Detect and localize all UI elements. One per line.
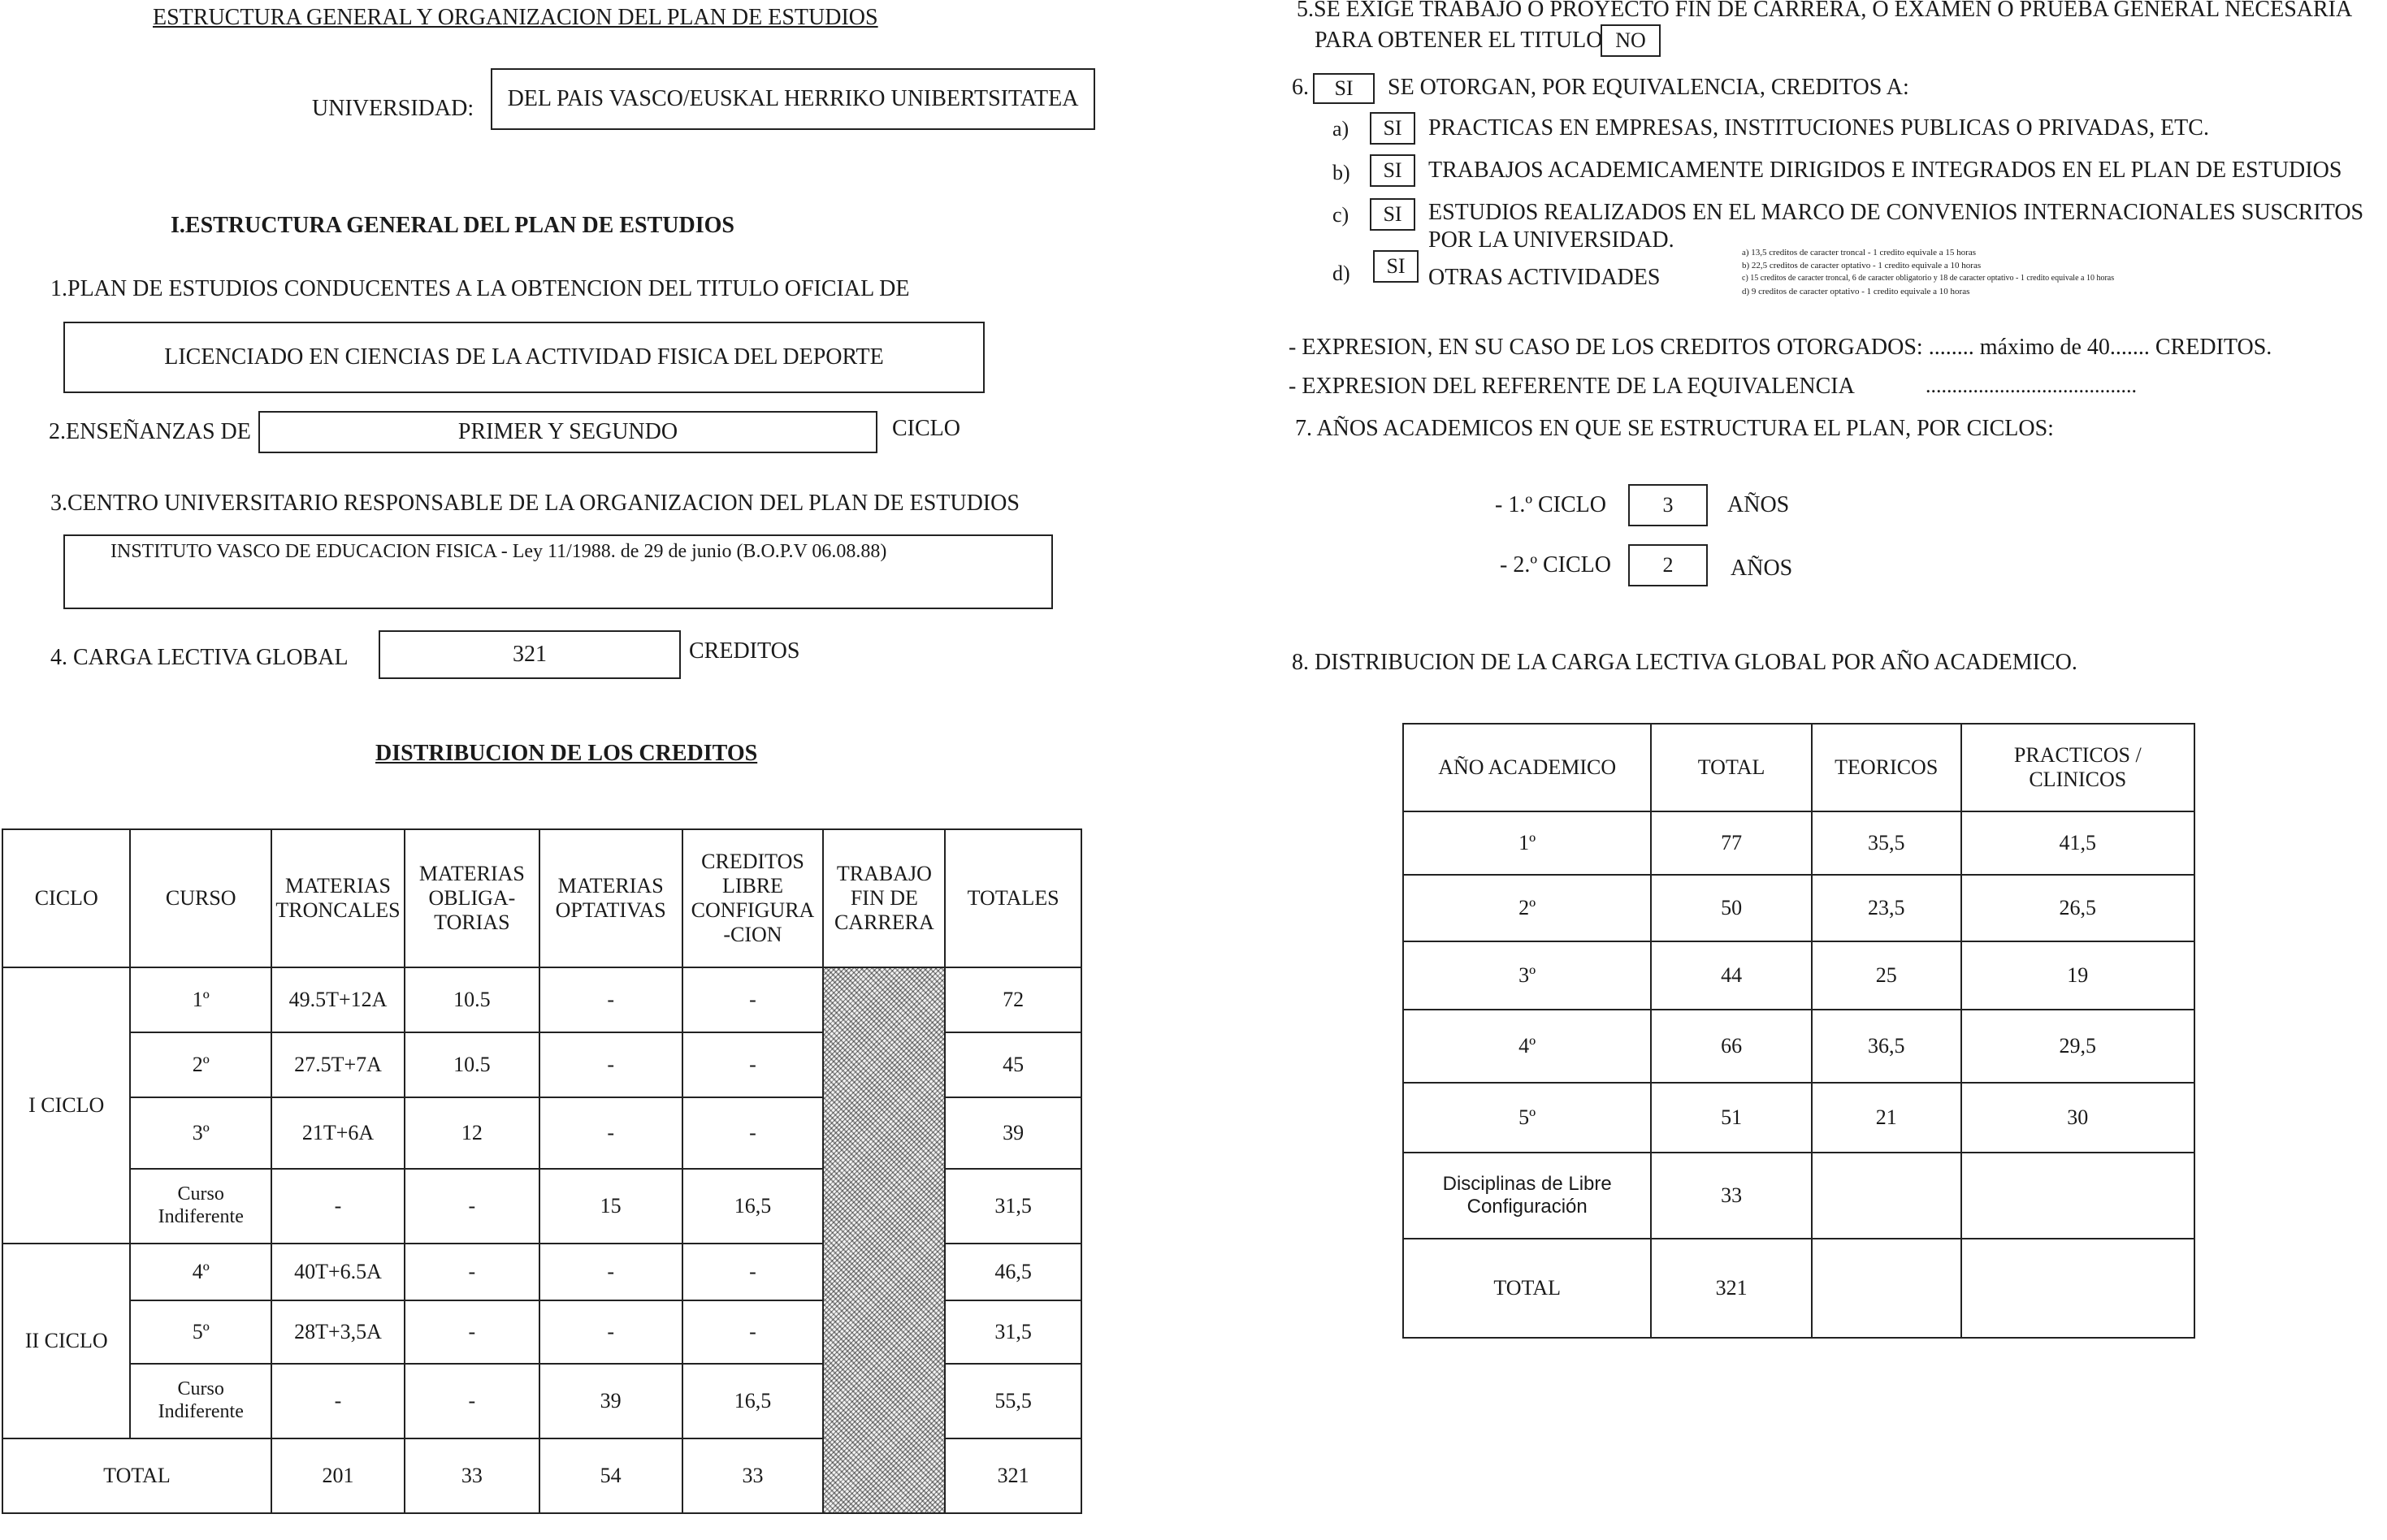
optativas-cell: - (539, 1244, 682, 1300)
distribution-heading: DISTRIBUCION DE LOS CREDITOS (375, 741, 758, 766)
header-libre: CREDITOS LIBRE CONFIGURA -CION (682, 829, 824, 967)
troncales-total-cell: 201 (271, 1438, 405, 1513)
teoricos-total-cell (1812, 1239, 1961, 1338)
obligatorias-cell: 10.5 (405, 1032, 539, 1097)
item-5-line-2: PARA OBTENER EL TITULO (1315, 28, 1603, 53)
optativas-cell: 15 (539, 1169, 682, 1244)
ensenanzas-field (258, 411, 877, 453)
table-row (2, 967, 1081, 1032)
expresion-creditos: - EXPRESION, EN SU CASO DE LOS CREDITOS OTORGADOS: ........ máximo de 40....... CREDITOS. (1289, 335, 2272, 360)
equivalence-note-d: d) 9 creditos de caracter optativo - 1 credito equivale a 10 horas (1742, 287, 1970, 296)
item-2-label: 2.ENSEÑANZAS DE (49, 419, 251, 444)
section-1-heading: I.ESTRUCTURA GENERAL DEL PLAN DE ESTUDIOS (171, 213, 734, 238)
item-6d-letter: d) (1332, 262, 1350, 285)
libre-cell: - (682, 1300, 824, 1364)
ciclo-1-years-value: 3 (1662, 493, 1674, 517)
teoricos-cell (1812, 1153, 1961, 1239)
teoricos-cell: 21 (1812, 1083, 1961, 1153)
table-header-row (1403, 724, 2194, 811)
centro-field (63, 534, 1053, 609)
curso-cell: Curso Indiferente (130, 1169, 271, 1244)
troncales-cell: 21T+6A (271, 1097, 405, 1169)
total-cell: 45 (945, 1032, 1081, 1097)
grand-total-cell: 321 (1651, 1239, 1812, 1338)
practicos-cell: 30 (1961, 1083, 2194, 1153)
header-totales: TOTALES (945, 829, 1081, 967)
total-cell: 50 (1651, 875, 1812, 941)
expresion-referente-dots: ........................................ (1926, 374, 2137, 397)
ciclo-2-years-box (1628, 544, 1708, 586)
total-cell: 72 (945, 967, 1081, 1032)
universidad-value: DEL PAIS VASCO/EUSKAL HERRIKO UNIBERTSITATEA (507, 86, 1079, 111)
titulo-value: LICENCIADO EN CIENCIAS DE LA ACTIVIDAD FISICA DEL DEPORTE (164, 344, 884, 370)
anio-cell: 4º (1403, 1010, 1651, 1083)
item-6d-value: SI (1386, 254, 1406, 278)
curso-cell: 1º (130, 967, 271, 1032)
equivalence-note-a: a) 13,5 creditos de caracter troncal - 1 credito equivale a 15 horas (1742, 248, 1977, 257)
obligatorias-cell: - (405, 1364, 539, 1438)
item-6a-box (1370, 112, 1415, 145)
ciclo-1-cell: I CICLO (2, 967, 130, 1244)
teoricos-cell: 35,5 (1812, 811, 1961, 875)
optativas-cell: - (539, 967, 682, 1032)
ciclo-1-years-box (1628, 484, 1708, 526)
item-5-value: NO (1615, 28, 1646, 52)
total-cell: 44 (1651, 941, 1812, 1010)
ciclo-1-label: - 1.º CICLO (1495, 492, 1607, 517)
optativas-total-cell: 54 (539, 1438, 682, 1513)
total-cell: 31,5 (945, 1300, 1081, 1364)
header-troncales: MATERIAS TRONCALES (271, 829, 405, 967)
troncales-cell: - (271, 1169, 405, 1244)
libre-total-cell: 33 (682, 1438, 824, 1513)
item-7-label: 7. AÑOS ACADEMICOS EN QUE SE ESTRUCTURA EL PLAN, POR CICLOS: (1295, 416, 2054, 441)
obligatorias-total-cell: 33 (405, 1438, 539, 1513)
practicos-cell: 41,5 (1961, 811, 2194, 875)
item-6c-letter: c) (1332, 203, 1349, 227)
total-cell: 39 (945, 1097, 1081, 1169)
item-4-label: 4. CARGA LECTIVA GLOBAL (50, 645, 349, 670)
troncales-cell: - (271, 1364, 405, 1438)
expresion-referente: - EXPRESION DEL REFERENTE DE LA EQUIVALENCIA (1289, 374, 1855, 399)
table-total-row (1403, 1239, 2194, 1338)
total-cell: 46,5 (945, 1244, 1081, 1300)
table-row (1403, 1153, 2194, 1239)
item-6a-letter: a) (1332, 117, 1349, 141)
obligatorias-cell: - (405, 1244, 539, 1300)
anio-cell: 5º (1403, 1083, 1651, 1153)
practicos-cell (1961, 1153, 2194, 1239)
universidad-label: UNIVERSIDAD: (312, 96, 474, 121)
item-6a-value: SI (1383, 116, 1402, 140)
optativas-cell: - (539, 1300, 682, 1364)
item-6b-text: TRABAJOS ACADEMICAMENTE DIRIGIDOS E INTEGRADOS EN EL PLAN DE ESTUDIOS (1428, 158, 2342, 183)
item-6d-box (1373, 250, 1419, 283)
header-teoricos: TEORICOS (1812, 724, 1961, 811)
item-5-value-box (1601, 24, 1661, 57)
item-6c-box (1370, 198, 1415, 231)
libre-cell: - (682, 1244, 824, 1300)
libre-cell: - (682, 967, 824, 1032)
carga-field (379, 630, 681, 679)
total-cell: 33 (1651, 1153, 1812, 1239)
troncales-cell: 27.5T+7A (271, 1032, 405, 1097)
header-optativas: MATERIAS OPTATIVAS (539, 829, 682, 967)
optativas-cell: 39 (539, 1364, 682, 1438)
libre-cell: - (682, 1097, 824, 1169)
item-6b-value: SI (1383, 158, 1402, 182)
titulo-field (63, 322, 985, 393)
total-cell: 66 (1651, 1010, 1812, 1083)
universidad-field (491, 68, 1095, 130)
curso-cell: Curso Indiferente (130, 1364, 271, 1438)
curso-cell: 4º (130, 1244, 271, 1300)
obligatorias-cell: - (405, 1300, 539, 1364)
practicos-cell: 26,5 (1961, 875, 2194, 941)
header-anio: AÑO ACADEMICO (1403, 724, 1651, 811)
anio-total-cell: TOTAL (1403, 1239, 1651, 1338)
ciclo-1-unit: AÑOS (1727, 492, 1790, 517)
header-trabajo: TRABAJO FIN DE CARRERA (823, 829, 945, 967)
optativas-cell: - (539, 1097, 682, 1169)
curso-cell: 3º (130, 1097, 271, 1169)
item-6b-box (1370, 154, 1415, 187)
creditos-suffix: CREDITOS (689, 638, 800, 664)
total-cell: 55,5 (945, 1364, 1081, 1438)
grand-total-cell: 321 (945, 1438, 1081, 1513)
header-curso: CURSO (130, 829, 271, 967)
table-row (1403, 875, 2194, 941)
item-6-value-box (1313, 73, 1375, 104)
practicos-cell: 29,5 (1961, 1010, 2194, 1083)
table-header-row (2, 829, 1081, 967)
libre-cell: 16,5 (682, 1364, 824, 1438)
ciclo-2-years-value: 2 (1662, 553, 1674, 577)
header-ciclo: CICLO (2, 829, 130, 967)
curso-cell: 2º (130, 1032, 271, 1097)
anio-cell: 2º (1403, 875, 1651, 941)
optativas-cell: - (539, 1032, 682, 1097)
table-row (1403, 1083, 2194, 1153)
header-obligatorias: MATERIAS OBLIGA-TORIAS (405, 829, 539, 967)
anio-cell: Disciplinas de Libre Configuración (1403, 1153, 1651, 1239)
item-6b-letter: b) (1332, 161, 1350, 184)
table-row (1403, 811, 2194, 875)
table-row (1403, 1010, 2194, 1083)
practicos-total-cell (1961, 1239, 2194, 1338)
ciclo-suffix: CICLO (892, 416, 960, 441)
credits-distribution-table (2, 828, 1082, 1514)
item-8-label: 8. DISTRIBUCION DE LA CARGA LECTIVA GLOBAL POR AÑO ACADEMICO. (1292, 650, 2077, 675)
total-cell: 77 (1651, 811, 1812, 875)
item-6-label: SE OTORGAN, POR EQUIVALENCIA, CREDITOS A: (1388, 75, 1909, 100)
trabajo-fin-carrera-shaded-cell (823, 967, 945, 1513)
year-distribution-table (1402, 723, 2195, 1339)
carga-value: 321 (513, 642, 547, 667)
libre-cell: 16,5 (682, 1169, 824, 1244)
item-5-line-1: 5.SE EXIGE TRABAJO O PROYECTO FIN DE CARRERA, O EXAMEN O PRUEBA GENERAL NECESARIA (1297, 0, 2353, 22)
troncales-cell: 40T+6.5A (271, 1244, 405, 1300)
item-6d-text: OTRAS ACTIVIDADES (1428, 265, 1661, 290)
item-6c-value: SI (1383, 202, 1402, 226)
item-6c-text-2: POR LA UNIVERSIDAD. (1428, 227, 1674, 253)
header-total: TOTAL (1651, 724, 1812, 811)
item-3-label: 3.CENTRO UNIVERSITARIO RESPONSABLE DE LA ORGANIZACION DEL PLAN DE ESTUDIOS (50, 491, 1020, 516)
ensenanzas-value: PRIMER Y SEGUNDO (457, 419, 678, 444)
ciclo-2-cell: II CICLO (2, 1244, 130, 1438)
item-1-label: 1.PLAN DE ESTUDIOS CONDUCENTES A LA OBTENCION DEL TITULO OFICIAL DE (50, 276, 910, 301)
troncales-cell: 49.5T+12A (271, 967, 405, 1032)
troncales-cell: 28T+3,5A (271, 1300, 405, 1364)
obligatorias-cell: - (405, 1169, 539, 1244)
item-6-value: SI (1334, 76, 1354, 100)
centro-value: INSTITUTO VASCO DE EDUCACION FISICA - Ley 11/1988. de 29 de junio (B.O.P.V 06.08.88) (110, 541, 887, 562)
equivalence-note-c: c) 15 creditos de caracter troncal, 6 de caracter obligatorio y 18 de caracter optativo - 1 credito equivale a 10 horas (1742, 274, 2115, 283)
teoricos-cell: 25 (1812, 941, 1961, 1010)
anio-cell: 3º (1403, 941, 1651, 1010)
curso-cell: 5º (130, 1300, 271, 1364)
libre-cell: - (682, 1032, 824, 1097)
ciclo-2-label: - 2.º CICLO (1500, 552, 1612, 578)
item-6-number: 6. (1292, 75, 1309, 100)
total-cell: 31,5 (945, 1169, 1081, 1244)
obligatorias-cell: 10.5 (405, 967, 539, 1032)
item-6a-text: PRACTICAS EN EMPRESAS, INSTITUCIONES PUBLICAS O PRIVADAS, ETC. (1428, 115, 2209, 141)
practicos-cell: 19 (1961, 941, 2194, 1010)
total-label-cell: TOTAL (2, 1438, 271, 1513)
teoricos-cell: 36,5 (1812, 1010, 1961, 1083)
anio-cell: 1º (1403, 811, 1651, 875)
item-6c-text: ESTUDIOS REALIZADOS EN EL MARCO DE CONVENIOS INTERNACIONALES SUSCRITOS (1428, 200, 2364, 225)
document-title: ESTRUCTURA GENERAL Y ORGANIZACION DEL PLAN DE ESTUDIOS (153, 5, 878, 30)
total-cell: 51 (1651, 1083, 1812, 1153)
table-row (1403, 941, 2194, 1010)
teoricos-cell: 23,5 (1812, 875, 1961, 941)
header-practicos: PRACTICOS / CLINICOS (1961, 724, 2194, 811)
obligatorias-cell: 12 (405, 1097, 539, 1169)
equivalence-note-b: b) 22,5 creditos de caracter optativo - 1 credito equivale a 10 horas (1742, 261, 1982, 270)
ciclo-2-unit: AÑOS (1731, 556, 1793, 581)
